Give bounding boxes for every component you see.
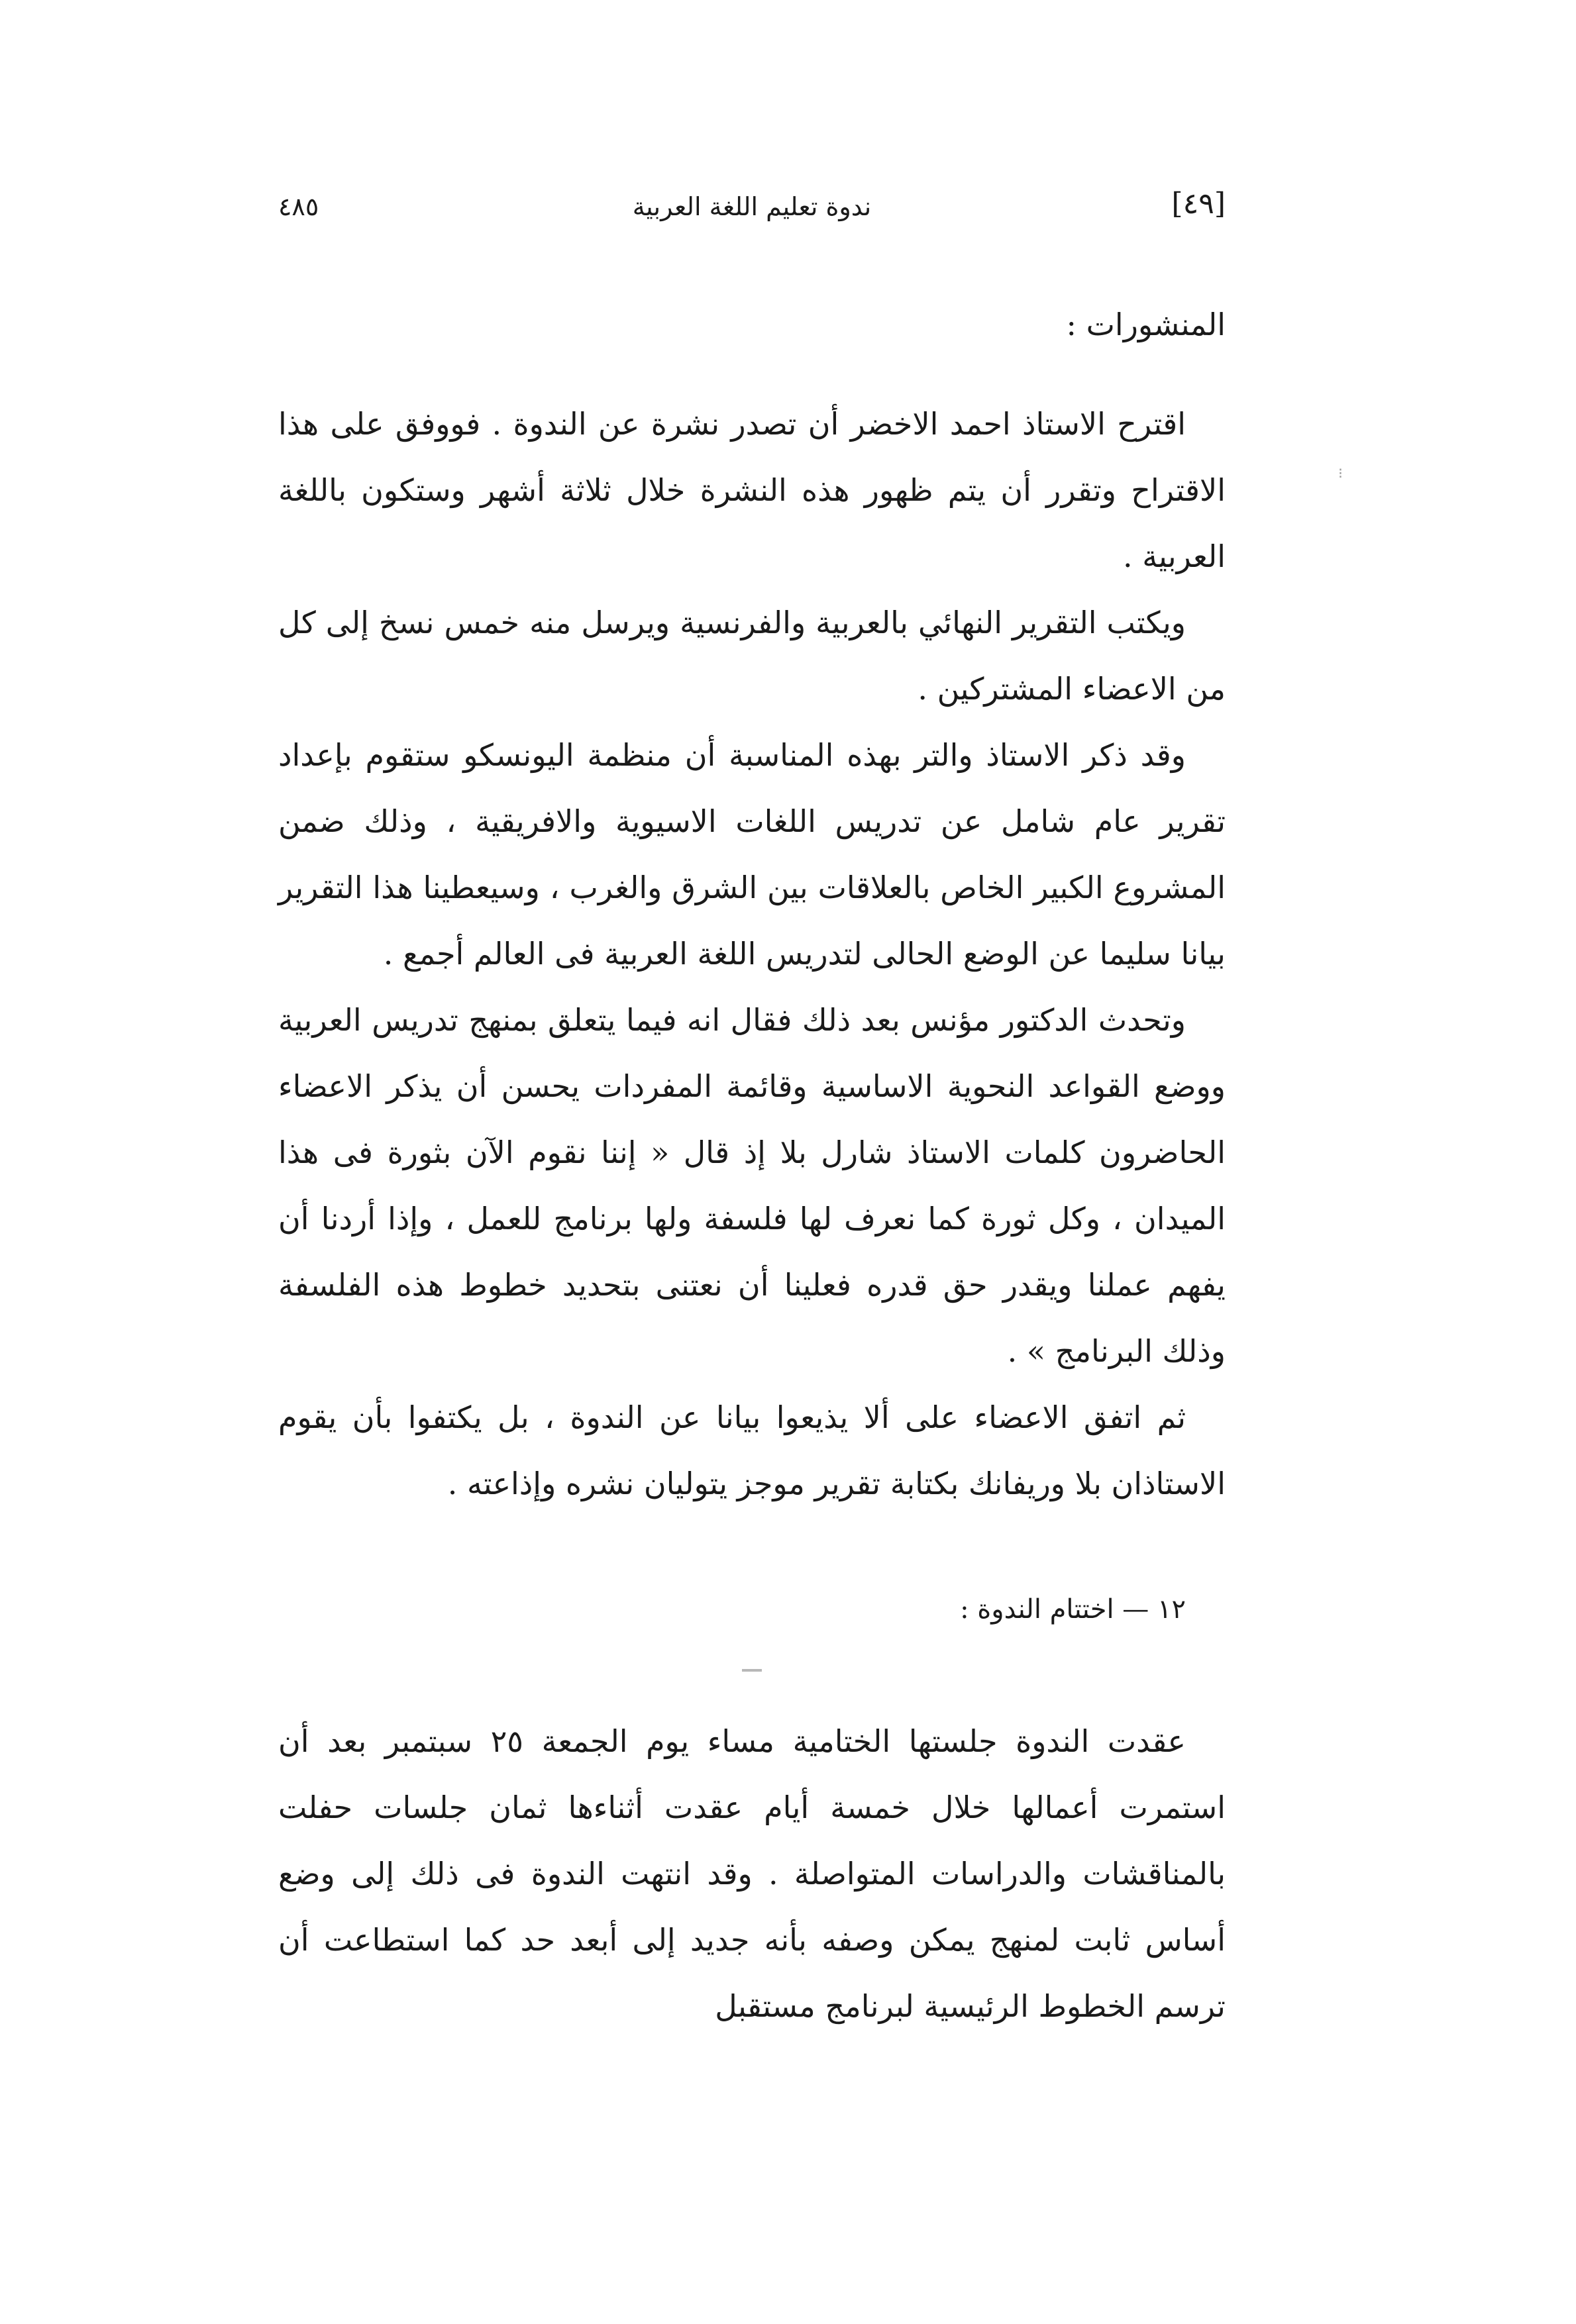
closing-heading: ١٢ — اختتام الندوة : <box>960 1594 1186 1625</box>
paragraph: ويكتب التقرير النهائي بالعربية والفرنسية ويرسل منه خمس نسخ إلى كل من الاعضاء المشتركين . <box>278 605 1226 707</box>
section-reference: [٤٩] <box>1171 187 1226 221</box>
paragraph: وقد ذكر الاستاذ والتر بهذه المناسبة أن منظمة اليونسكو ستقوم بإعداد تقرير عام شامل عن تدريس اللغات الاسيوية والافريقية ، وذلك ضمن المشروع الكبير الخاص بالعلاقات بين الشرق والغرب ، وسيعطينا هذا التقرير بيانا سليما عن الوضع الحالى لتدريس اللغة العربية فى العالم أجمع . <box>278 737 1226 972</box>
margin-mark: ⁝ <box>1338 466 1343 482</box>
paragraph: عقدت الندوة جلستها الختامية مساء يوم الجمعة ٢٥ سبتمبر بعد أن استمرت أعمالها خلال خمسة أيام عقدت أثناءها ثمان جلسات حفلت بالمناقشات والدراسات المتواصلة . وقد انتهت الندوة فى ذلك إلى وضع أساس ثابت لمنهج يمكن وصفه بأنه جديد إلى أبعد حد كما استطاعت أن ترسم الخطوط الرئيسية لبرنامج مستقبل <box>278 1723 1226 2024</box>
section-divider <box>742 1669 762 1672</box>
page-body <box>278 291 1226 2039</box>
paragraph: وتحدث الدكتور مؤنس بعد ذلك فقال انه فيما يتعلق بمنهج تدريس العربية ووضع القواعد النحوية الاساسية وقائمة المفردات يحسن أن يذكر الاعضاء الحاضرون كلمات الاستاذ شارل بلا إذ قال « إننا نقوم الآن بثورة فى هذا الميدان ، وكل ثورة كما نعرف لها فلسفة ولها برنامج للعمل ، وإذا أردنا أن يفهم عملنا ويقدر حق قدره فعلينا أن نعتنى بتحديد خطوط هذه الفلسفة وذلك البرنامج » . <box>278 1002 1226 1369</box>
paragraph: ثم اتفق الاعضاء على ألا يذيعوا بيانا عن الندوة ، بل يكتفوا بأن يقوم الاستاذان بلا وريفانك بكتابة تقرير موجز يتوليان نشره وإذاعته . <box>278 1399 1226 1501</box>
paragraph: اقترح الاستاذ احمد الاخضر أن تصدر نشرة عن الندوة . فووفق على هذا الاقتراح وتقرر أن يتم ظهور هذه النشرة خلال ثلاثة أشهر وستكون باللغة العربية . <box>278 406 1226 574</box>
page-number: ٤٨٥ <box>278 192 319 221</box>
page-header <box>278 187 1226 233</box>
publications-heading: المنشورات : <box>1066 307 1226 342</box>
running-title: ندوة تعليم اللغة العربية <box>632 192 872 221</box>
